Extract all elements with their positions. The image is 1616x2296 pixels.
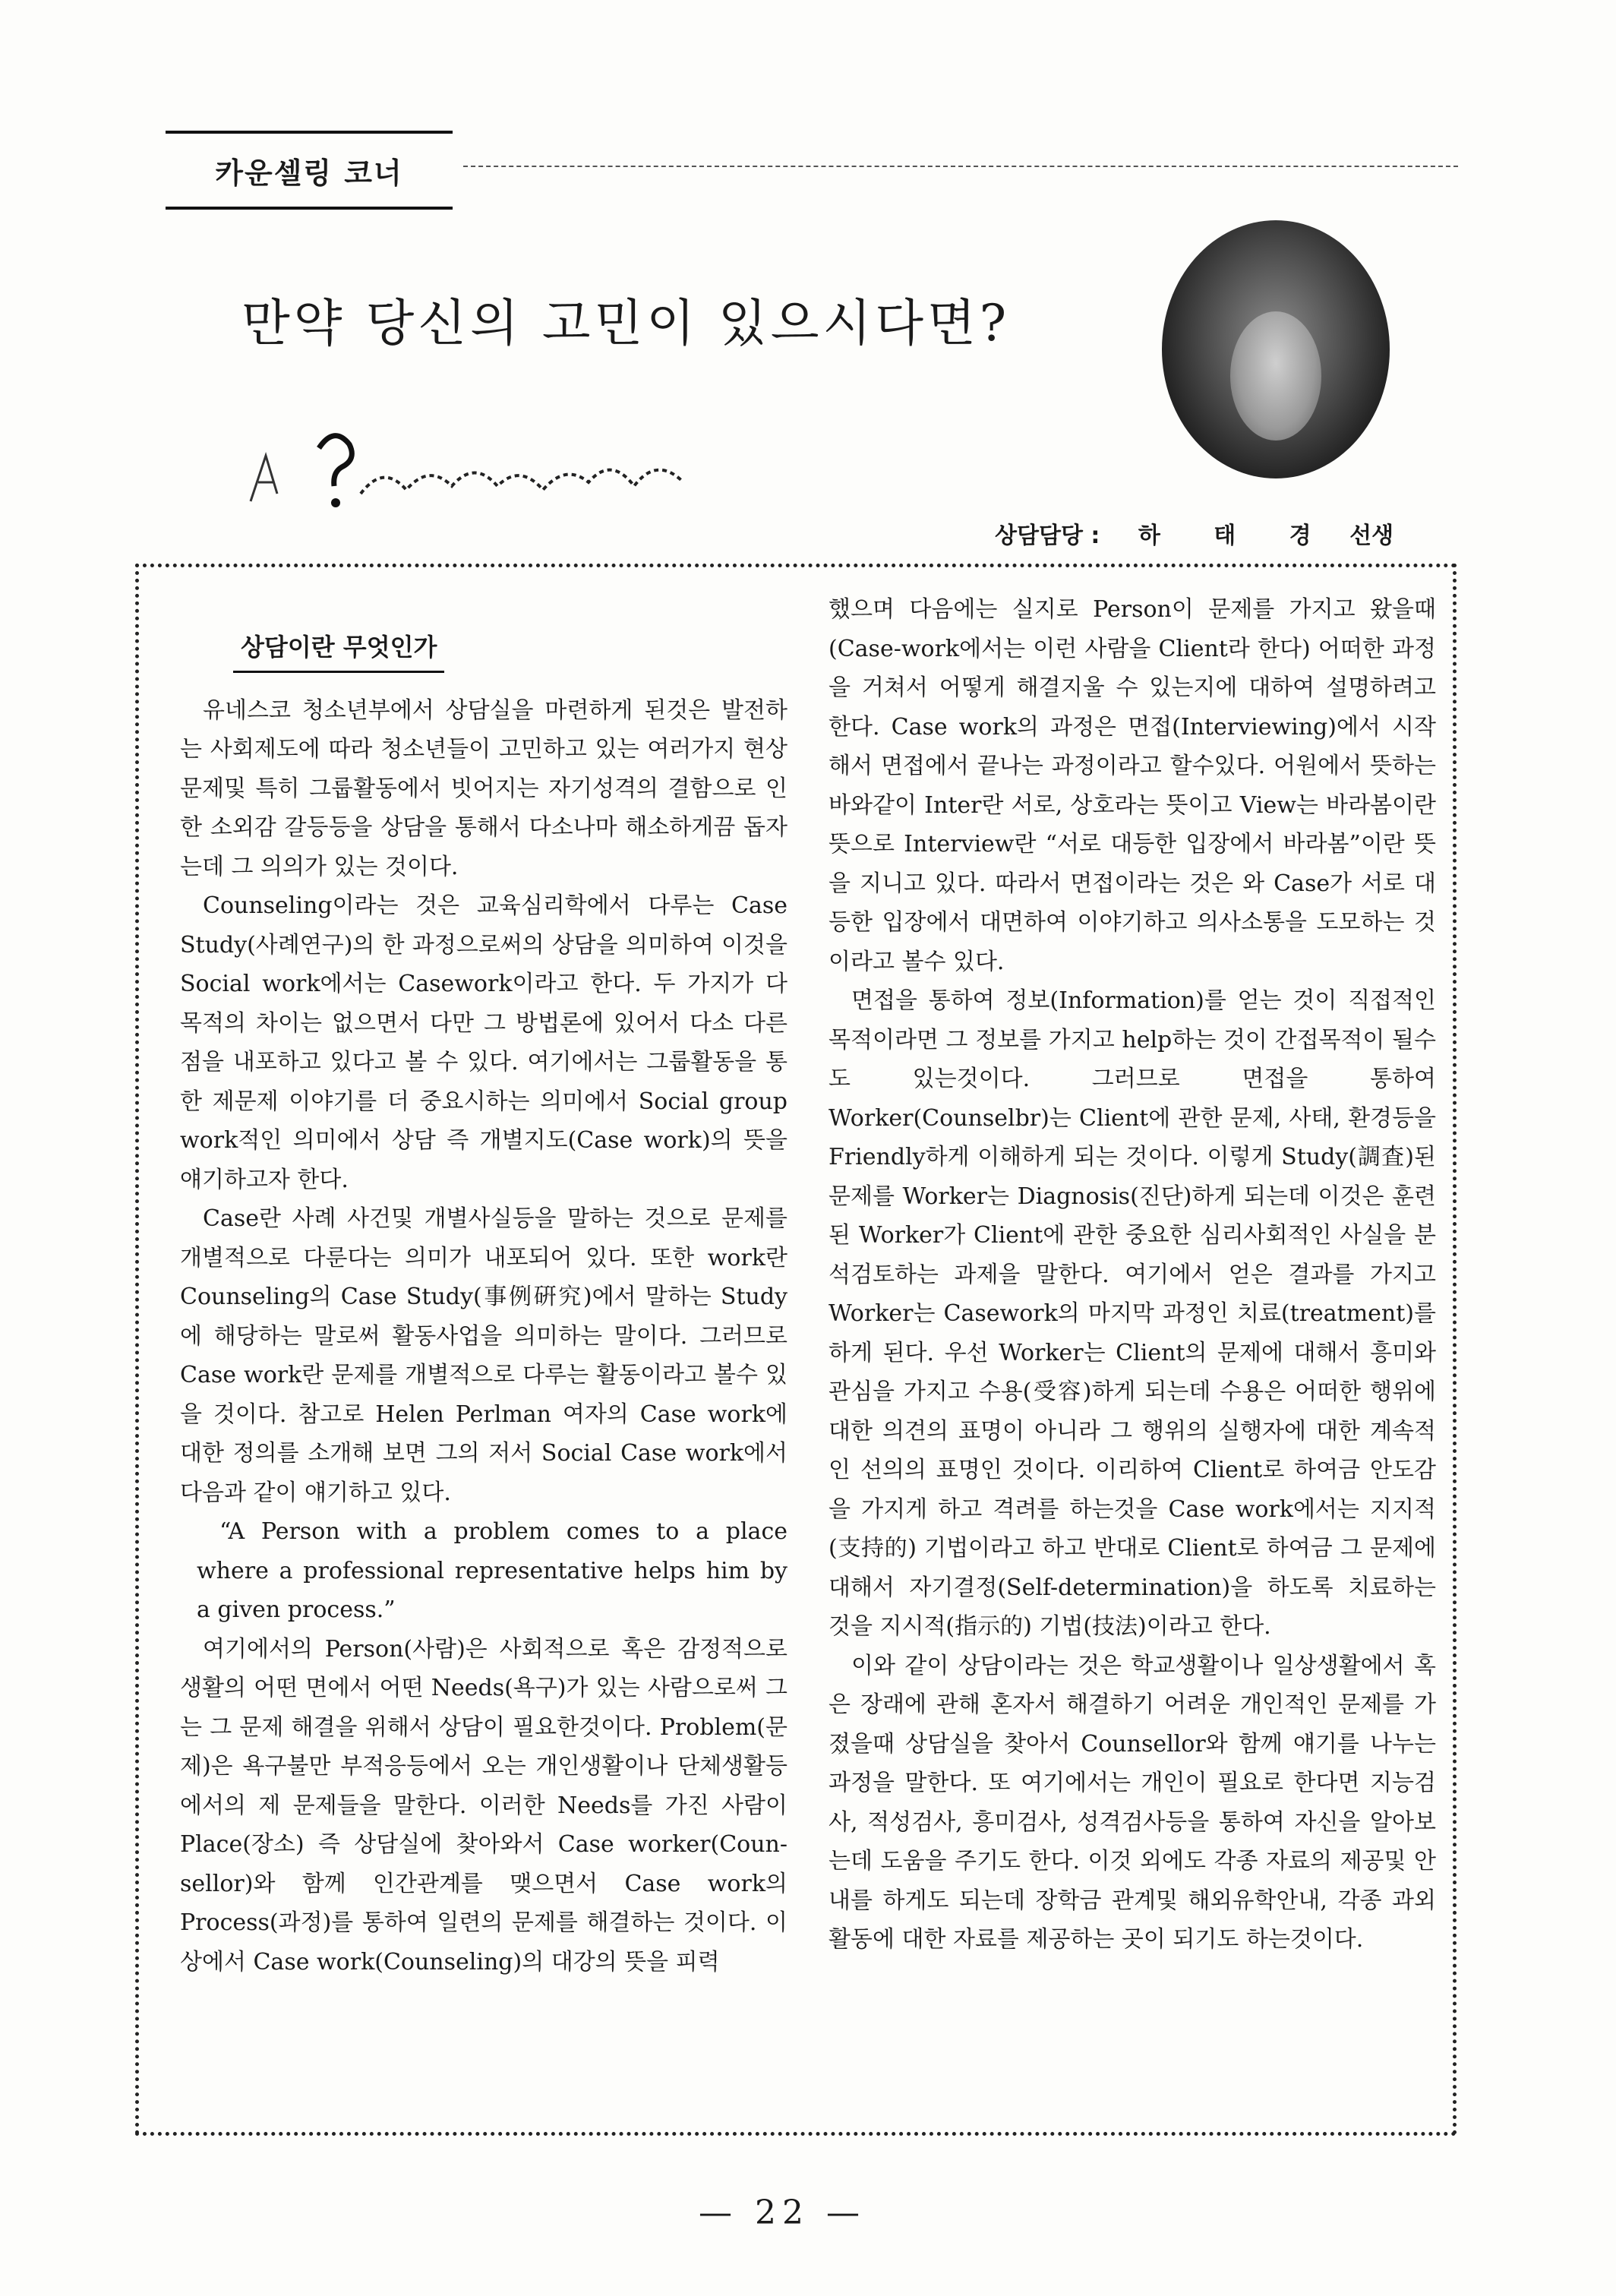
- byline-name: 하 태 경: [1138, 523, 1311, 549]
- right-column: [829, 590, 1436, 1960]
- quote: “A Person with a problem comes to a place where a professional representative helps him by a given process.”: [197, 1518, 787, 1623]
- paragraph: 면접을 통하여 정보(Information)를 얻는 것이 직접적인 목적이라면 그 정보를 가지고 help하는 것이 간접목적이 될수도 있는것이다. 그러므로 면접을 통하여 Worker(Counselbr)는 Client에 관한 문제, 사태, 환경등을 Friendly하게 이해하게 되는 것이다. 이렇게 Study(調査)된 문제를 Worker는 Diagnosis(진단)하게 되는데 이것은 훈련된 Worker가 Client에 관한 중요한 심리사회적인 사실을 분석검토하는 과제을 말한다. 여기에서 얻은 결과를 가지고 Worker는 Casework의 마지막 과정인 치료(treatment)를 하게 된다. 우선 Worker는 Client의 문제에 대해서 흥미와 관심을 가지고 수용(受容)하게 되는데 수용은 어떠한 행위에 대한 의견의 표명이 아니라 그 행위의 실행자에 대한 계속적인 선의의 표명인 것이다. 이리하여 Client로 하여금 안도감을 가지게 하고 격려를 하는것을 Case work에서는 지지적(支持的) 기법이라고 하고 반대로 Client로 하여금 그 문제에 대해서 자기결정(Self-determination)을 하도록 치료하는 것을 지시적(指示的) 기법(技法)이라고 한다.: [829, 987, 1436, 1640]
- byline: [995, 516, 1393, 550]
- article-frame: [135, 564, 1457, 2136]
- paragraph: Counseling이라는 것은 교육심리학에서 다루는 Case Study(사례연구)의 한 과정으로써의 상담을 의미하여 이것을 Social work에서는 Casework이라고 한다. 두 가지가 다 목적의 차이는 없으면서 다만 그 방법론에 있어서 다소 다른점을 내포하고 있다고 볼 수 있다. 여기에서는 그룹활동을 통한 제문제 이야기를 더 중요시하는 의미에서 Social group work적인 의미에서 상담 즉 개별지도(Case work)의 뜻을 얘기하고자 한다.: [180, 892, 787, 1193]
- byline-suffix: 선생: [1349, 523, 1394, 549]
- article-title: 만약 당신의 고민이 있으시다면?: [241, 294, 1011, 352]
- paragraph: 유네스코 청소년부에서 상담실을 마련하게 된것은 발전하는 사회제도에 따라 청소년들이 고민하고 있는 여러가지 현상문제및 특히 그룹활동에서 빗어지는 자기성격의 결함으로 인한 소외감 갈등등을 상담을 통해서 다소나마 해소하게끔 돕자는데 그 의의가 있는 것이다.: [180, 696, 787, 880]
- counselor-photo: [1162, 220, 1390, 478]
- header-rule: [463, 166, 1458, 167]
- paragraph: Case란 사례 사건및 개별사실등을 말하는 것으로 문제를 개별적으로 다룬다는 의미가 내포되어 있다. 또한 work란 Counseling의 Case Study(事例硏究)에서 말하는 Study에 해당하는 말로써 활동사업을 의미하는 말이다. 그러므로 Case work란 문제를 개별적으로 다루는 활동이라고 볼수 있을 것이다. 참고로 Helen Perlman 여자의 Case work에 대한 정의를 소개해 보면 그의 저서 Social Case work에서 다음과 같이 얘기하고 있다.: [180, 1205, 787, 1506]
- question-doodle-icon: [235, 410, 706, 516]
- paragraph: 했으며 다음에는 실지로 Person이 문제를 가지고 왔을때(Case-work에서는 이런 사람을 Client라 한다) 어떠한 과정을 거쳐서 어떻게 해결지울 수 있는지에 대하여 설명하려고 한다. Case work의 과정은 면접(Interviewing)에서 시작해서 면접에서 끝나는 과정이라고 할수있다. 어원에서 뜻하는 바와같이 Inter란 서로, 상호라는 뜻이고 View는 바라봄이란 뜻으로 Interview란 “서로 대등한 입장에서 바라봄”이란 뜻을 지니고 있다. 따라서 면접이라는 것은 와 Case가 서로 대등한 입장에서 대면하여 이야기하고 의사소통을 도모하는 것이라고 볼수 있다.: [829, 596, 1436, 975]
- left-column: [180, 628, 787, 1982]
- section-heading: 상담이란 무엇인가: [233, 628, 444, 673]
- byline-label: 상담담당 :: [995, 523, 1100, 549]
- paragraph: 여기에서의 Person(사람)은 사회적으로 혹은 감정적으로 생활의 어떤 면에서 어떤 Needs(욕구)가 있는 사람으로써 그는 그 문제 해결을 위해서 상담이 필요한것이다. Problem(문제)은 욕구불만 부적응등에서 오는 개인생활이나 단체생활등에서의 제 문제들을 말한다. 이러한 Needs를 가진 사람이 Place(장소) 즉 상담실에 찾아와서 Case worker(Coun-sellor)와 함께 인간관계를 맺으면서 Case work의 Process(과정)를 통하여 일련의 문제를 해결하는 것이다. 이상에서 Case work(Counseling)의 대강의 뜻을 피력: [180, 1635, 787, 1975]
- page-number: — 22 —: [699, 2193, 866, 2232]
- corner-label: 카운셀링 코너: [166, 131, 453, 210]
- paragraph: 이와 같이 상담이라는 것은 학교생활이나 일상생활에서 혹은 장래에 관해 혼자서 해결하기 어려운 개인적인 문제를 가졌을때 상담실을 찾아서 Counsellor와 함께 얘기를 나누는 과정을 말한다. 또 여기에서는 개인이 필요로 한다면 지능검사, 적성검사, 흥미검사, 성격검사등을 통하여 자신을 알아보는데 도움을 주기도 한다. 이것 외에도 각종 자료의 제공및 안내를 하게도 되는데 장학금 관계및 해외유학안내, 각종 과외활동에 대한 자료를 제공하는 곳이 되기도 하는것이다.: [829, 1652, 1436, 1953]
